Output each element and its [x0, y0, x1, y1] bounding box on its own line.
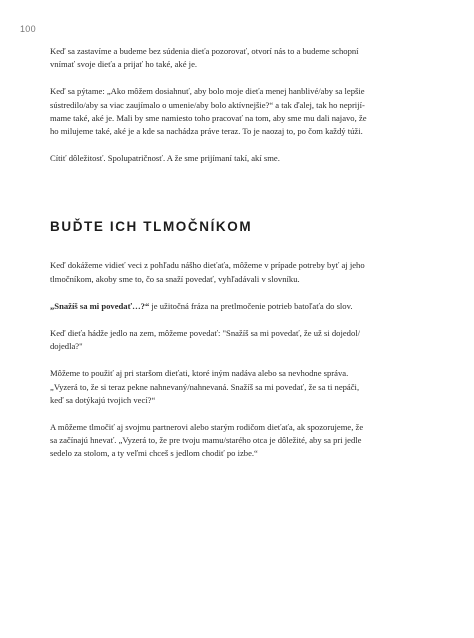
paragraph-observation — [50, 45, 425, 71]
text-line: vnímať svoje dieťa a prijať ho také, aké je. — [50, 59, 198, 70]
paragraph-food-example — [50, 327, 425, 353]
paragraph-phrase — [50, 300, 425, 313]
paragraph-partner — [50, 421, 425, 461]
text-line: tlmočníkom, akoby sme to, čo sa snaží povedať, vyhľadávali v slovníku. — [50, 273, 300, 284]
text-line: Môžeme to použiť aj pri staršom dieťati, ktoré iným nadáva alebo sa nevhodne správa. — [50, 368, 349, 379]
text-line: Keď dokážeme vidieť veci z pohľadu nášho dieťaťa, môžeme v prípade potreby byť aj jeho — [50, 260, 365, 271]
text-line: sedelo za stolom, a ty veľmi chceš s jedlom chodiť po izbe.“ — [50, 448, 258, 459]
page-content — [50, 45, 425, 475]
page-number: 100 — [20, 24, 36, 34]
text-line: „Vyzerá to, že si teraz pekne nahnevaný/nahnevaná. Snažíš sa mi povedať, že sa ti nepáči, — [50, 381, 360, 392]
phrase-rest: je užitočná fráza na pretlmočenie potrieb batoľaťa do slov. — [149, 300, 353, 311]
text-line: sústredilo/aby sa viac zaujímalo o umenie/aby bolo aktívnejšie?“ a tak ďalej, tak ho neprijí- — [50, 99, 365, 110]
text-line: keď sa dotýkajú tvojich vecí?“ — [50, 394, 156, 405]
text-line: Keď sa pýtame: „Ako môžem dosiahnuť, aby bolo moje dieťa menej hanblivé/aby sa lepšie — [50, 86, 365, 97]
text-line: Keď dieťa hádže jedlo na zem, môžeme povedať: "Snažíš sa mi povedať, že už si dojedol/ — [50, 328, 361, 339]
paragraph-older-child — [50, 367, 425, 407]
text-line: sa začínajú hnevať. „Vyzerá to, že pre tvoju mamu/starého otca je dôležité, aby sa pri jedle — [50, 435, 362, 446]
paragraph-acceptance — [50, 85, 425, 138]
text-line: Keď sa zastavíme a budeme bez súdenia dieťa pozorovať, otvorí nás to a budeme schopní — [50, 46, 359, 56]
text-line: dojedla?" — [50, 341, 83, 352]
section-heading: BUĎTE ICH TLMOČNÍKOM — [50, 219, 253, 235]
text-line: ho milujeme také, aké je a kde sa nachádza práve teraz. To je naozaj to, po čom každý túži. — [50, 126, 363, 137]
paragraph-belonging — [50, 152, 425, 165]
text-line: mame také, aké je. Mali by sme namiesto toho pracovať na tom, aby sme mu dali najavo, že — [50, 112, 367, 123]
text-line: Cítiť dôležitosť. Spolupatričnosť. A že sme prijímaní takí, akí sme. — [50, 153, 280, 164]
text-line: A môžeme tlmočiť aj svojmu partnerovi alebo starým rodičom dieťaťa, ak spozorujeme, že — [50, 422, 364, 433]
bold-phrase: „Snažíš sa mi povedať…?“ — [50, 300, 150, 311]
paragraph-interpreter — [50, 259, 425, 285]
